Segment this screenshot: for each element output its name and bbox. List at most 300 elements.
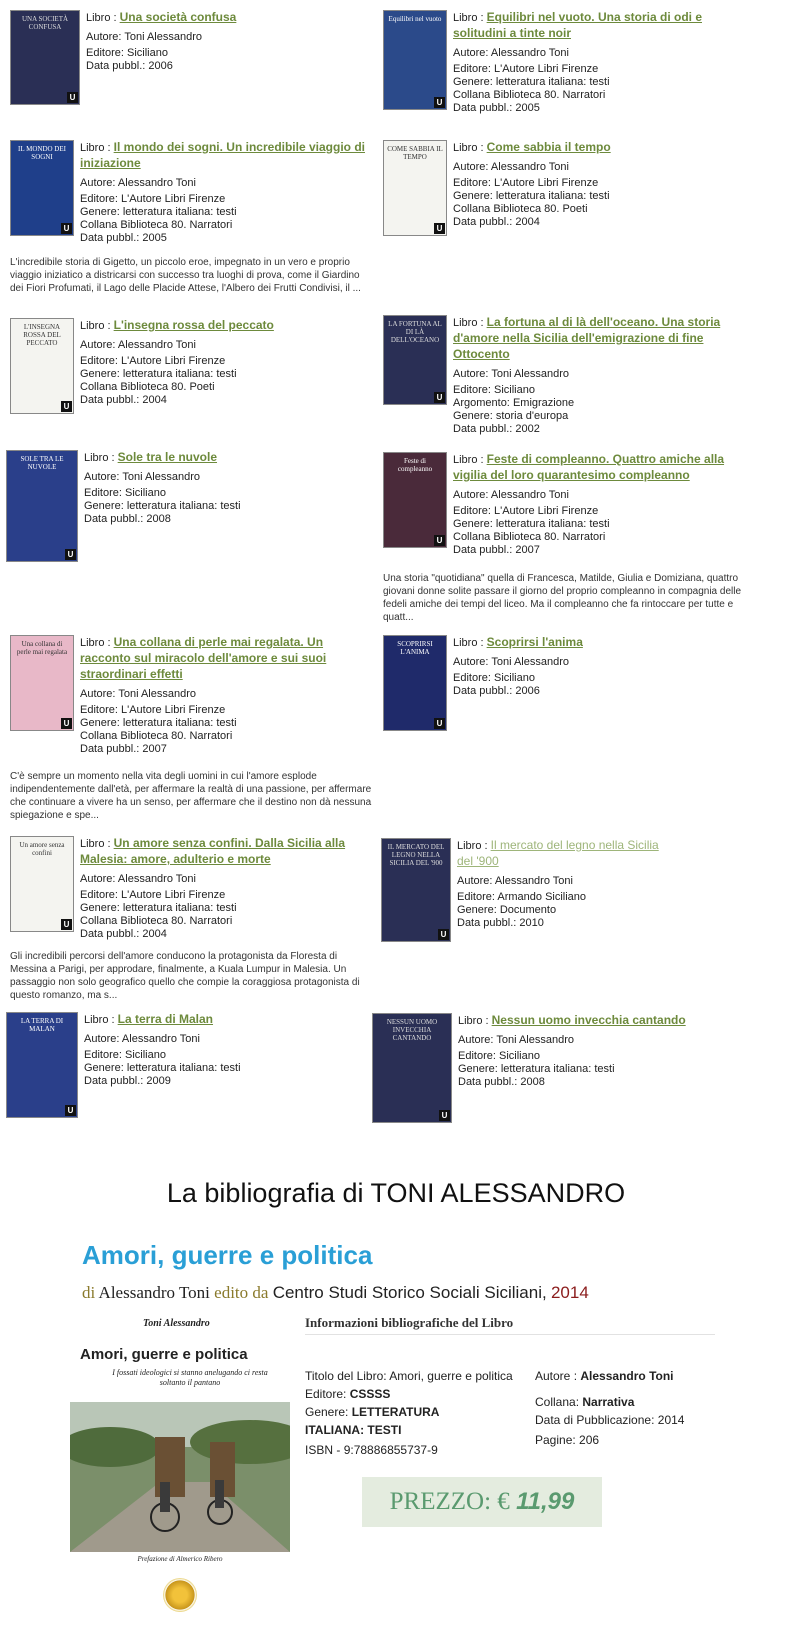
bib-label: Pagine: xyxy=(535,1433,576,1447)
book-info xyxy=(80,836,370,941)
detail-label: Editore: xyxy=(453,505,491,517)
featured-cover[interactable] xyxy=(70,1310,290,1565)
detail-label: Genere: xyxy=(453,190,493,202)
book-detail-row xyxy=(457,875,677,888)
book-type: Libro xyxy=(458,1015,483,1027)
detail-label: Editore: xyxy=(80,193,118,205)
detail-label: Genere: xyxy=(453,410,493,422)
cover-title-text: SCOPRIRSI L'ANIMA xyxy=(397,640,433,656)
detail-value: L'Autore Libri Firenze xyxy=(120,704,226,716)
detail-label: Collana xyxy=(80,219,118,231)
detail-label: Genere: xyxy=(84,500,124,512)
detail-value: Alessandro Toni xyxy=(490,161,569,173)
detail-value: L'Autore Libri Firenze xyxy=(493,505,599,517)
detail-label: Data pubbl.: xyxy=(458,1076,518,1088)
book-cover[interactable] xyxy=(10,836,74,932)
book-title-line: Libro : L'insegna rossa del peccato xyxy=(80,318,274,332)
featured-subtitle xyxy=(82,1283,589,1303)
book-detail-row xyxy=(80,394,370,407)
book-detail-row xyxy=(84,500,374,513)
detail-value: 2006 xyxy=(515,685,540,697)
detail-value: Alessandro Toni xyxy=(117,177,196,189)
cover-subtitle: I fossati ideologici si stanno anelugando ci resta soltanto il pantano xyxy=(112,1368,268,1387)
sub-year: 2014 xyxy=(550,1283,589,1302)
detail-value: 2002 xyxy=(515,423,540,435)
detail-value: L'Autore Libri Firenze xyxy=(493,177,599,189)
publisher-seal-icon xyxy=(163,1578,197,1612)
detail-label: Data pubbl.: xyxy=(457,917,517,929)
book-cover[interactable] xyxy=(10,10,80,105)
book-title-line: Libro : Feste di compleanno. Quattro amiche alla vigilia del loro quarantesimo compleanno xyxy=(453,452,725,482)
cover-title-text: Feste di compleanno xyxy=(397,457,433,473)
detail-label: Editore: xyxy=(80,889,118,901)
cover-preface: Prefazione di Almerico Ribero xyxy=(137,1555,223,1563)
book-title-line: Libro : Il mondo dei sogni. Un incredibile viaggio di iniziazione xyxy=(80,140,365,170)
detail-value: 2005 xyxy=(142,232,167,244)
detail-value: Emigrazione xyxy=(512,397,575,409)
book-detail-row xyxy=(453,161,743,174)
detail-label: Autore: xyxy=(453,47,489,59)
book-detail-row xyxy=(80,177,370,190)
book-detail-row xyxy=(453,63,743,76)
book-info xyxy=(80,140,370,245)
bib-value: LETTERATURA xyxy=(351,1405,440,1419)
detail-value: Alessandro Toni xyxy=(490,489,569,501)
book-detail-row xyxy=(453,397,753,410)
bib-value: Amori, guerre e politica xyxy=(389,1369,513,1383)
book-info xyxy=(84,1012,374,1088)
bib-detail xyxy=(305,1422,401,1438)
detail-label: Genere: xyxy=(453,76,493,88)
book-type: Libro xyxy=(80,838,105,850)
book-title-line: Libro : Una collana di perle mai regalata. Un racconto sul miracolo dell'amore e sui suoi straordinari effetti xyxy=(80,635,327,681)
detail-value: 2004 xyxy=(142,928,167,940)
detail-value: storia d'europa xyxy=(495,410,569,422)
detail-value: 2006 xyxy=(148,60,173,72)
price-value: 11,99 xyxy=(516,1488,575,1515)
publisher-badge-icon: U xyxy=(434,392,445,403)
book-title-line: Libro : Nessun uomo invecchia cantando xyxy=(458,1013,686,1027)
publisher-badge-icon: U xyxy=(61,919,72,930)
book-detail-row xyxy=(80,928,370,941)
detail-label: Data pubbl.: xyxy=(86,60,146,72)
book-description: L'incredibile storia di Gigetto, un piccolo eroe, impegnato in un vero e proprio viaggio iniziatico a districarsi con successo tra luoghi di prova, come il Giardino dei Fiori Profumati, il Lago delle Placide Attese, l'Albero dei Frutti Condivisi, il ... xyxy=(10,257,361,294)
book-cover[interactable] xyxy=(383,315,447,405)
cover-title-text: LA TERRA DI MALAN xyxy=(20,1017,64,1033)
book-detail-row xyxy=(84,1033,374,1046)
book-title-link[interactable]: Una società confusa xyxy=(119,10,237,24)
bib-label: Editore: xyxy=(305,1387,347,1401)
book-cover[interactable] xyxy=(10,635,74,731)
book-detail-row xyxy=(84,1075,374,1088)
bib-value: 206 xyxy=(579,1433,600,1447)
book-detail-row xyxy=(80,889,370,902)
detail-value: 2005 xyxy=(515,102,540,114)
book-detail-row xyxy=(453,102,743,115)
detail-label: Collana xyxy=(80,730,118,742)
publisher-badge-icon: U xyxy=(61,401,72,412)
detail-value: 2007 xyxy=(142,743,167,755)
book-detail-row xyxy=(80,368,370,381)
detail-label: Data pubbl.: xyxy=(84,1075,144,1087)
detail-label: Editore: xyxy=(457,891,495,903)
book-type: Libro xyxy=(457,840,482,852)
book-detail-row xyxy=(80,717,370,730)
detail-label: Autore: xyxy=(84,471,120,483)
book-detail-row xyxy=(453,423,753,436)
book-cover[interactable] xyxy=(10,318,74,414)
detail-label: Autore: xyxy=(453,161,489,173)
sub-edito: edito da xyxy=(214,1283,269,1302)
book-type: Libro xyxy=(80,142,105,154)
detail-label: Genere: xyxy=(453,518,493,530)
detail-value: Siciliano xyxy=(493,672,535,684)
cover-title-text: NESSUN UOMO INVECCHIA CANTANDO xyxy=(386,1018,438,1042)
bib-value: Alessandro Toni xyxy=(580,1369,674,1383)
detail-label: Genere: xyxy=(84,1062,124,1074)
book-title-link[interactable]: Nessun uomo invecchia cantando xyxy=(491,1013,686,1027)
bib-value: Narrativa xyxy=(582,1395,635,1409)
publisher-badge-icon: U xyxy=(434,97,445,108)
bib-heading: Informazioni bibliografiche del Libro xyxy=(305,1315,514,1330)
publisher-badge-icon: U xyxy=(434,535,445,546)
detail-value: L'Autore Libri Firenze xyxy=(120,193,226,205)
detail-label: Genere: xyxy=(80,717,120,729)
detail-label: Collana xyxy=(453,89,491,101)
detail-label: Autore: xyxy=(80,177,116,189)
book-type: Libro xyxy=(80,637,105,649)
detail-value: Alessandro Toni xyxy=(117,339,196,351)
publisher-badge-icon: U xyxy=(434,223,445,234)
detail-value: Siciliano xyxy=(493,384,535,396)
bib-label: Collana: xyxy=(535,1395,580,1409)
featured-title[interactable]: Amori, guerre e politica xyxy=(82,1240,373,1270)
book-detail-row xyxy=(453,47,743,60)
book-detail-row xyxy=(80,355,370,368)
detail-label: Editore: xyxy=(84,1049,122,1061)
book-detail-row xyxy=(80,219,370,232)
cover-title-text: L'INSEGNA ROSSA DEL PECCATO xyxy=(23,323,61,347)
book-detail-row xyxy=(453,76,743,89)
detail-label: Data pubbl.: xyxy=(84,513,144,525)
detail-value: Toni Alessandro xyxy=(491,368,569,380)
detail-label: Data pubbl.: xyxy=(453,685,513,697)
book-description: Una storia "quotidiana" quella di Francesca, Matilde, Giulia e Domiziana, quattro giovani donne solite passare il giorno del proprio compleanno in compagnia delle fedeli amiche dei tempi del liceo. Ma il compleanno che fa rintoccare per tutte e quatt... xyxy=(383,573,742,623)
detail-label: Editore: xyxy=(453,63,491,75)
detail-label: Autore: xyxy=(80,339,116,351)
book-cover[interactable] xyxy=(383,140,447,236)
book-title-link[interactable]: La fortuna al di là dell'oceano. Una storia d'amore nella Sicilia dell'emigrazione di fine Ottocento xyxy=(453,315,721,361)
book-detail-row xyxy=(84,1049,374,1062)
detail-label: Data pubbl.: xyxy=(80,928,140,940)
book-detail-row xyxy=(458,1076,748,1089)
book-detail-row xyxy=(453,685,743,698)
bib-label: Genere: xyxy=(305,1405,349,1419)
detail-value: letteratura italiana: testi xyxy=(500,1063,615,1075)
detail-value: Biblioteca 80. Narratori xyxy=(120,730,233,742)
book-type: Libro xyxy=(80,320,105,332)
book-detail-row xyxy=(458,1034,748,1047)
detail-value: Armando Siciliano xyxy=(497,891,587,903)
book-type: Libro xyxy=(453,142,478,154)
detail-value: Biblioteca 80. Narratori xyxy=(493,531,606,543)
detail-value: Toni Alessandro xyxy=(124,31,202,43)
detail-value: Toni Alessandro xyxy=(496,1034,574,1046)
bib-detail xyxy=(305,1442,438,1458)
book-detail-row xyxy=(80,902,370,915)
book-type: Libro xyxy=(84,1014,109,1026)
cover-title-text: SOLE TRA LE NUVOLE xyxy=(20,455,64,471)
cover-photo xyxy=(70,1402,290,1552)
detail-label: Collana xyxy=(80,915,118,927)
detail-label: Autore: xyxy=(453,489,489,501)
book-detail-row xyxy=(457,917,677,930)
detail-label: Genere: xyxy=(458,1063,498,1075)
detail-value: 2008 xyxy=(520,1076,545,1088)
book-info xyxy=(453,140,743,229)
book-info xyxy=(458,1013,748,1089)
book-detail-row xyxy=(458,1050,748,1063)
detail-value: letteratura italiana: testi xyxy=(126,1062,241,1074)
bib-detail xyxy=(535,1432,599,1448)
book-detail-row xyxy=(453,190,743,203)
book-detail-row xyxy=(80,743,370,756)
detail-label: Autore: xyxy=(453,368,489,380)
detail-label: Autore: xyxy=(86,31,122,43)
detail-label: Genere: xyxy=(80,206,120,218)
bib-label: Data di Pubblicazione: xyxy=(535,1413,655,1427)
bib-value: 9:78886855737-9 xyxy=(343,1443,438,1457)
detail-label: Genere: xyxy=(457,904,497,916)
book-title-link[interactable]: Il mondo dei sogni. Un incredibile viaggio di iniziazione xyxy=(80,140,365,170)
publisher-badge-icon: U xyxy=(65,549,76,560)
bib-detail xyxy=(535,1394,634,1410)
cover-title: Amori, guerre e politica xyxy=(80,1346,248,1363)
book-detail-row xyxy=(458,1063,748,1076)
book-title-link[interactable]: Un amore senza confini. Dalla Sicilia alla Malesia: amore, adulterio e morte xyxy=(80,836,346,866)
book-detail-row xyxy=(457,904,677,917)
book-detail-row xyxy=(453,672,743,685)
book-info xyxy=(453,452,753,557)
detail-value: 2009 xyxy=(146,1075,171,1087)
book-cover[interactable] xyxy=(6,1012,78,1118)
publisher-badge-icon: U xyxy=(65,1105,76,1116)
detail-label: Editore: xyxy=(84,487,122,499)
cover-title-text: Un amore senza confini xyxy=(19,841,65,857)
book-detail-row xyxy=(80,193,370,206)
detail-label: Collana xyxy=(453,531,491,543)
detail-value: 2004 xyxy=(142,394,167,406)
book-title-link[interactable]: Il mercato del legno nella Sicilia del '900 xyxy=(457,838,659,868)
cover-title-text: Una collana di perle mai regalata xyxy=(16,640,68,656)
book-detail-row xyxy=(80,915,370,928)
detail-value: Toni Alessandro xyxy=(491,656,569,668)
detail-label: Genere: xyxy=(80,368,120,380)
price-box xyxy=(362,1477,602,1527)
sub-di: di xyxy=(82,1283,96,1302)
book-title-line: Libro : Il mercato del legno nella Sicilia del '900 xyxy=(457,838,659,868)
book-title-line: Libro : Un amore senza confini. Dalla Sicilia alla Malesia: amore, adulterio e morte xyxy=(80,836,346,866)
book-title-line: Libro : Equilibri nel vuoto. Una storia di odi e solitudini a tinte noir xyxy=(453,10,702,40)
cover-title-text: UNA SOCIETÀ CONFUSA xyxy=(21,15,69,31)
book-detail-row xyxy=(84,1062,374,1075)
detail-label: Autore: xyxy=(457,875,493,887)
detail-value: letteratura italiana: testi xyxy=(495,190,610,202)
book-type: Libro xyxy=(453,317,478,329)
detail-value: Alessandro Toni xyxy=(494,875,573,887)
book-cover[interactable] xyxy=(383,635,447,731)
bib-detail xyxy=(305,1368,513,1384)
bib-detail xyxy=(305,1386,390,1402)
bib-label: ISBN - xyxy=(305,1443,341,1457)
bib-detail xyxy=(305,1404,439,1420)
book-info xyxy=(453,315,753,436)
book-detail-row xyxy=(453,89,743,102)
detail-value: 2004 xyxy=(515,216,540,228)
detail-label: Data pubbl.: xyxy=(80,743,140,755)
bib-detail xyxy=(535,1368,674,1384)
book-type: Libro xyxy=(84,452,109,464)
detail-value: Biblioteca 80. Narratori xyxy=(120,915,233,927)
book-title-link[interactable]: Come sabbia il tempo xyxy=(486,140,611,154)
detail-label: Editore: xyxy=(80,355,118,367)
bib-detail xyxy=(535,1412,684,1428)
bib-value: 2014 xyxy=(657,1413,685,1427)
detail-label: Genere: xyxy=(80,902,120,914)
cover-title-text: IL MONDO DEI SOGNI xyxy=(18,145,66,161)
book-detail-row xyxy=(80,688,370,701)
bib-label: Titolo del Libro: xyxy=(305,1369,387,1383)
book-detail-row xyxy=(80,704,370,717)
book-detail-row xyxy=(457,891,677,904)
book-detail-row xyxy=(80,232,370,245)
detail-label: Editore: xyxy=(453,177,491,189)
book-title-link[interactable]: L'insegna rossa del peccato xyxy=(113,318,274,332)
book-detail-row xyxy=(453,505,753,518)
detail-value: Toni Alessandro xyxy=(122,471,200,483)
book-info xyxy=(453,635,743,698)
detail-value: letteratura italiana: testi xyxy=(122,717,237,729)
book-title-link[interactable]: La terra di Malan xyxy=(117,1012,214,1026)
detail-value: letteratura italiana: testi xyxy=(122,206,237,218)
publisher-badge-icon: U xyxy=(61,223,72,234)
detail-label: Data pubbl.: xyxy=(453,216,513,228)
book-title-line: Libro : La fortuna al di là dell'oceano. Una storia d'amore nella Sicilia dell'emigrazione di fine Ottocento xyxy=(453,315,721,361)
book-detail-row xyxy=(453,410,753,423)
book-title-line: Libro : Sole tra le nuvole xyxy=(84,450,218,464)
book-title-line: Libro : La terra di Malan xyxy=(84,1012,214,1026)
detail-value: 2007 xyxy=(515,544,540,556)
detail-value: L'Autore Libri Firenze xyxy=(493,63,599,75)
book-info xyxy=(86,10,366,73)
book-title-link[interactable]: Una collana di perle mai regalata. Un racconto sul miracolo dell'amore e sui suoi straordinari effetti xyxy=(80,635,327,681)
detail-value: 2010 xyxy=(519,917,544,929)
detail-label: Editore: xyxy=(80,704,118,716)
book-info xyxy=(80,318,370,407)
detail-label: Data pubbl.: xyxy=(80,232,140,244)
book-cover[interactable] xyxy=(372,1013,452,1123)
detail-label: Autore: xyxy=(84,1033,120,1045)
detail-value: Alessandro Toni xyxy=(117,873,196,885)
detail-value: letteratura italiana: testi xyxy=(495,76,610,88)
book-title-link[interactable]: Feste di compleanno. Quattro amiche alla vigilia del loro quarantesimo compleanno xyxy=(453,452,725,482)
book-type: Libro xyxy=(86,12,111,24)
detail-value: letteratura italiana: testi xyxy=(122,368,237,380)
detail-label: Argomento: xyxy=(453,397,510,409)
book-detail-row xyxy=(84,487,374,500)
book-detail-row xyxy=(84,471,374,484)
detail-value: Alessandro Toni xyxy=(121,1033,200,1045)
detail-label: Data pubbl.: xyxy=(453,544,513,556)
book-detail-row xyxy=(453,518,753,531)
detail-value: letteratura italiana: testi xyxy=(495,518,610,530)
detail-value: L'Autore Libri Firenze xyxy=(120,889,226,901)
detail-value: Biblioteca 80. Poeti xyxy=(493,203,588,215)
publisher-badge-icon: U xyxy=(61,718,72,729)
detail-value: 2008 xyxy=(146,513,171,525)
price-label: PREZZO: € xyxy=(389,1488,510,1515)
book-title-link[interactable]: Equilibri nel vuoto. Una storia di odi e solitudini a tinte noir xyxy=(453,10,702,40)
bib-value: ITALIANA: TESTI xyxy=(305,1423,402,1437)
detail-label: Data pubbl.: xyxy=(453,102,513,114)
detail-label: Editore: xyxy=(458,1050,496,1062)
cover-title-text: IL MERCATO DEL LEGNO NELLA SICILIA DEL '900 xyxy=(387,843,445,867)
detail-value: Biblioteca 80. Poeti xyxy=(120,381,215,393)
book-detail-row xyxy=(453,177,743,190)
book-detail-row xyxy=(80,873,370,886)
book-detail-row xyxy=(453,531,753,544)
book-detail-row xyxy=(453,384,753,397)
book-type: Libro xyxy=(453,12,478,24)
book-info xyxy=(80,635,370,756)
book-detail-row xyxy=(80,206,370,219)
publisher-badge-icon: U xyxy=(67,92,78,103)
book-description: C'è sempre un momento nella vita degli uomini in cui l'amore esplode indipendentemente dall'età, per affermare la realtà di una passione, per affermare che continuare a vivere ha un senso, per affermare che il destino non dà nessuna spiegazione e spe... xyxy=(10,771,372,821)
detail-value: Siciliano xyxy=(498,1050,540,1062)
detail-value: L'Autore Libri Firenze xyxy=(120,355,226,367)
book-title-line: Libro : Scoprirsi l'anima xyxy=(453,635,583,649)
book-type: Libro xyxy=(453,454,478,466)
book-detail-row xyxy=(84,513,374,526)
bib-label: Autore : xyxy=(535,1369,578,1383)
book-cover[interactable] xyxy=(10,140,74,236)
book-type: Libro xyxy=(453,637,478,649)
detail-label: Autore: xyxy=(453,656,489,668)
book-cover[interactable] xyxy=(383,10,447,110)
book-detail-row xyxy=(453,489,753,502)
book-info xyxy=(84,450,374,526)
book-title-line: Libro : Come sabbia il tempo xyxy=(453,140,611,154)
detail-value: Toni Alessandro xyxy=(118,688,196,700)
detail-label: Editore: xyxy=(453,384,491,396)
cover-title-text: Equilibri nel vuoto xyxy=(388,15,442,23)
publisher-badge-icon: U xyxy=(434,718,445,729)
book-detail-row xyxy=(80,381,370,394)
book-cover[interactable] xyxy=(383,452,447,548)
detail-label: Data pubbl.: xyxy=(453,423,513,435)
book-detail-row xyxy=(453,544,753,557)
book-detail-row xyxy=(86,31,366,44)
detail-value: Biblioteca 80. Narratori xyxy=(120,219,233,231)
sub-author: Alessandro Toni xyxy=(98,1283,210,1302)
book-title-link[interactable]: Scoprirsi l'anima xyxy=(486,635,583,649)
book-detail-row xyxy=(80,339,370,352)
book-cover[interactable] xyxy=(381,838,451,942)
publisher-badge-icon: U xyxy=(438,929,449,940)
cover-title-text: LA FORTUNA AL DI LÀ DELL'OCEANO xyxy=(388,320,442,344)
book-title-link[interactable]: Sole tra le nuvole xyxy=(117,450,218,464)
book-cover[interactable] xyxy=(6,450,78,562)
